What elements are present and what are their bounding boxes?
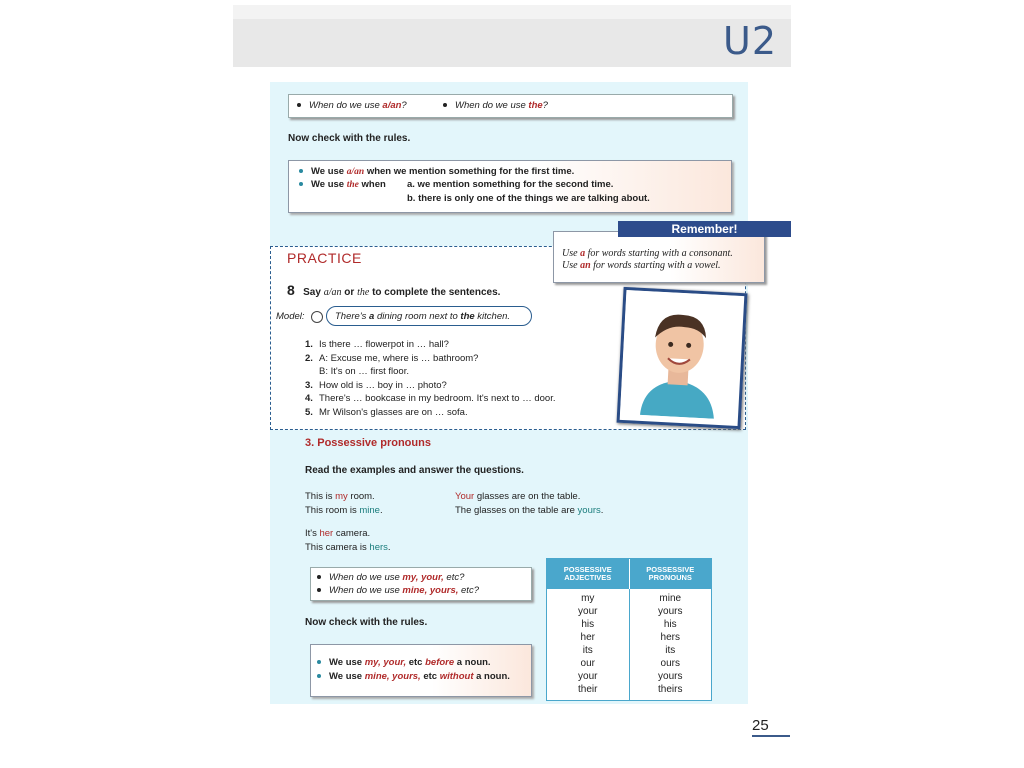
practice-item [305,338,555,352]
read-examples-instruction: Read the examples and answer the questions. [305,465,524,476]
practice-item-number: 2. [305,352,313,364]
practice-item [305,352,555,366]
table-cell-pronouns: his [663,619,677,630]
practice-item-number: 1. [305,339,313,350]
possessive-table [546,558,712,701]
poss-question-2: When do we use mine, yours, etc? [317,585,479,596]
rule-box-articles [288,160,732,213]
question-box-articles [288,94,733,118]
poss-rule-1: We use my, your, etc before a noun. [317,657,491,668]
model-label: Model: [276,311,305,322]
remember-box [553,231,765,283]
table-cell-adjectives: their [578,684,598,695]
table-cell-pronouns: yours [658,606,683,617]
table-cell-adjectives: your [578,671,598,682]
exercise-8-instruction: 8 Say a/an or the to complete the sentences. [287,282,501,298]
page-number: 25 [752,717,769,734]
check-rules-2: Now check with the rules. [305,617,428,628]
table-cell-pronouns: ours [660,658,680,669]
speech-icon [311,311,323,323]
boy-photo [617,287,748,429]
table-cell-adjectives: our [580,658,595,669]
question-1: When do we use a/an? [297,100,407,111]
table-header [547,559,711,589]
pronouns-column [630,589,712,700]
practice-item [305,379,555,393]
practice-item-number: 3. [305,379,313,391]
table-cell-pronouns: yours [658,671,683,682]
example-2: Your glasses are on the table. The glasses on the table are yours. [455,491,604,516]
possessive-heading: 3. Possessive pronouns [305,437,431,449]
poss-question-1: When do we use my, your, etc? [317,572,464,583]
practice-item-number: 5. [305,406,313,418]
model-bubble: There's a dining room next to the kitchen. [326,306,532,326]
practice-item-text: A: Excuse me, where is … bathroom? [319,352,479,364]
table-cell-pronouns: theirs [658,684,683,695]
practice-item-text: There's … bookcase in my bedroom. It's next to … door. [319,393,556,404]
rule-2a: a. we mention something for the second time. [407,179,614,190]
table-cell-adjectives: your [578,606,598,617]
practice-item [305,406,555,420]
table-cell-adjectives: its [582,645,593,656]
table-cell-adjectives: her [580,632,595,643]
header-strip [233,5,791,19]
unit-label: U2 [723,19,777,63]
practice-item-text: How old is … boy in … photo? [319,379,447,391]
table-cell-pronouns: its [665,645,676,656]
adjectives-column [547,589,630,700]
table-cell-adjectives: his [581,619,595,630]
example-1: This is my room. This room is mine. [305,491,383,516]
remember-title: Remember! [618,221,791,237]
practice-item-text: Mr Wilson's glasses are on … sofa. [319,406,468,418]
rule-2: We use the when [299,179,386,190]
practice-item-number: 4. [305,393,313,404]
poss-rule-2: We use mine, yours, etc without a noun. [317,671,510,682]
page-number-underline [752,735,790,737]
check-rules-1: Now check with the rules. [288,133,411,144]
header-pronouns: POSSESSIVE PRONOUNS [646,565,695,582]
header-adjectives: POSSESSIVE ADJECTIVES [547,559,630,589]
example-3: It's her camera. This camera is hers. [305,528,391,553]
question-2: When do we use the? [443,100,548,111]
boy-illustration [620,290,738,420]
practice-heading: PRACTICE [287,250,362,266]
practice-list [305,338,555,419]
table-cell-adjectives: my [581,593,595,604]
practice-item [305,365,555,379]
table-cell-pronouns: mine [659,593,682,604]
rule-box-possessives [310,644,532,697]
rule-1: We use a/an when we mention something for the first time. [299,166,574,177]
question-box-possessives [310,567,532,601]
practice-item-text: Is there … flowerpot in … hall? [319,339,449,350]
unit-header [233,5,791,67]
remember-line-2: Use an for words starting with a vowel. [562,260,721,271]
rule-2b: b. there is only one of the things we are talking about. [407,193,650,204]
practice-item-text: B: It's on … first floor. [319,366,409,377]
table-cell-pronouns: hers [660,632,680,643]
remember-line-1: Use a for words starting with a consonant. [562,248,733,259]
practice-item [305,392,555,406]
